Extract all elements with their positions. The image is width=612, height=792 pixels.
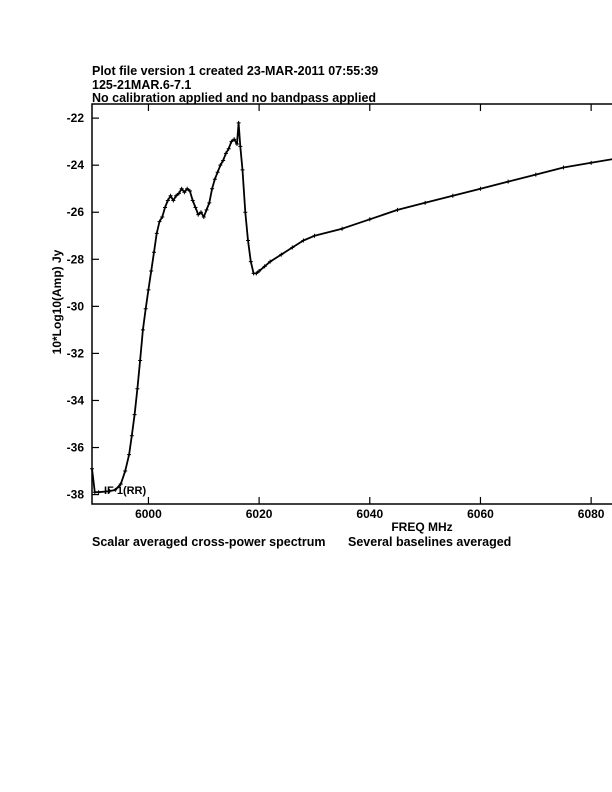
spectrum-point xyxy=(127,453,131,457)
footer-averaging-note: Scalar averaged cross-power spectrum xyxy=(92,535,326,549)
spectrum-point xyxy=(149,269,153,273)
y-tick-label: -32 xyxy=(66,346,84,361)
spectrum-point xyxy=(246,238,250,242)
spectrum-point xyxy=(241,168,245,172)
footer-baselines-note: Several baselines averaged xyxy=(348,535,512,549)
spectrum-point xyxy=(210,187,214,191)
axis-ticks xyxy=(92,104,591,504)
y-tick-label: -30 xyxy=(66,299,84,314)
y-axis-label: 10*Log10(Amp) Jy xyxy=(50,249,64,355)
polarization-annotation: IF 1(RR) xyxy=(104,485,147,497)
spectrum-point xyxy=(141,328,145,332)
x-tick-label: 6000 xyxy=(135,507,162,521)
spectrum-point xyxy=(152,250,156,254)
spectrum-point xyxy=(534,173,538,177)
spectrum-line xyxy=(92,123,612,492)
spectrum-point xyxy=(144,307,148,311)
spectrum-point xyxy=(155,231,159,235)
spectrum-series xyxy=(90,121,612,494)
x-tick-label: 6040 xyxy=(356,507,384,521)
x-tick-label: 6080 xyxy=(577,507,605,521)
plot-header-source: 125-21MAR.6-7.1 xyxy=(92,78,192,92)
spectrum-point xyxy=(423,201,427,205)
y-tick-label: -24 xyxy=(66,158,84,173)
y-tick-label: -38 xyxy=(66,487,84,502)
spectrum-point xyxy=(146,288,150,292)
spectrum-point xyxy=(135,387,139,391)
spectrum-point xyxy=(589,161,593,165)
x-tick-label: 6060 xyxy=(467,507,494,521)
plot-frame xyxy=(92,104,612,504)
x-tick-label: 6020 xyxy=(245,507,273,521)
spectrum-point xyxy=(478,187,482,191)
spectrum-point xyxy=(138,358,142,362)
x-axis-label: FREQ MHz xyxy=(391,520,453,534)
spectrum-point xyxy=(561,166,565,170)
spectrum-point xyxy=(97,490,101,494)
spectrum-point xyxy=(506,180,510,184)
y-tick-label: -28 xyxy=(66,252,84,267)
spectrum-point xyxy=(249,260,253,264)
y-tick-label: -26 xyxy=(66,205,84,220)
y-tick-label: -22 xyxy=(66,111,84,126)
spectrum-point xyxy=(237,121,241,125)
axis-tick-labels xyxy=(67,111,605,521)
y-tick-label: -34 xyxy=(66,393,84,408)
spectrum-point xyxy=(130,434,134,438)
spectrum-point xyxy=(243,210,247,214)
plot-header-calibration: No calibration applied and no bandpass applied xyxy=(92,91,377,105)
plot-header-version: Plot file version 1 created 23-MAR-2011 07:55:39 xyxy=(92,64,379,78)
spectrum-point xyxy=(133,413,137,417)
spectrum-point xyxy=(93,490,97,494)
spectrum-point xyxy=(451,194,455,198)
y-tick-label: -36 xyxy=(66,440,84,455)
spectrum-point xyxy=(238,144,242,148)
